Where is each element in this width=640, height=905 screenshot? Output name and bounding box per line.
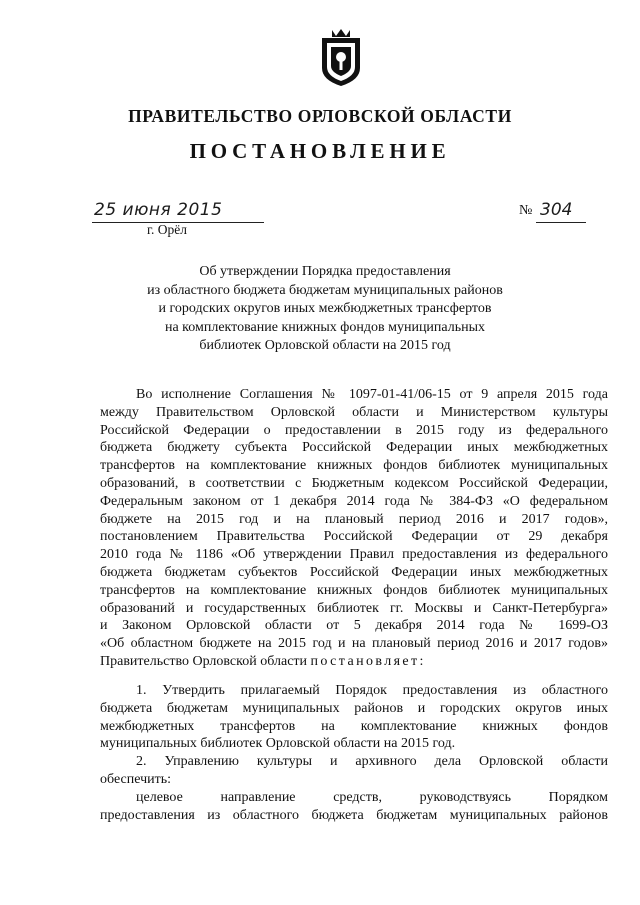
item2-line: обеспечить: [100, 771, 171, 787]
body-line: образований и государственных библиотек гг. Москвы и Санкт-Петербурга» [100, 600, 608, 616]
item1-line: бюджета бюджетам муниципальных районов и городских округов иных [100, 700, 608, 716]
preamble-paragraph [100, 386, 608, 671]
body-line: Во исполнение Соглашения № 1097-01-41/06-15 от 9 апреля 2015 года [136, 387, 608, 402]
item1-line: межбюджетных трансфертов на комплектование книжных фондов [100, 718, 608, 734]
item1-line: 1. Утвердить прилагаемый Порядок предоставления из областного [136, 683, 608, 698]
number-label: № [519, 203, 533, 218]
body-line: «Об областном бюджете на 2015 год и на плановый период 2016 и 2017 годов» [100, 636, 608, 652]
body-line: бюджета бюджетам субъектов Российской Федерации иных межбюджетных [100, 564, 608, 580]
government-name: Правительство Орловской области [100, 653, 308, 669]
item2-line: целевое направление средств, руководствуясь Порядком [136, 789, 608, 805]
government-title: ПРАВИТЕЛЬСТВО ОРЛОВСКОЙ ОБЛАСТИ [128, 106, 512, 126]
coat-of-arms-emblem [318, 28, 364, 88]
item1-line: муниципальных библиотек Орловской области на 2015 год. [100, 736, 456, 752]
decree-word: постановляет: [310, 653, 426, 669]
item2-line: 2. Управлению культуры и архивного дела Орловской области [136, 754, 608, 770]
body-line-final [100, 653, 608, 671]
body-line: бюджете на 2015 год и на плановый период 2016 и 2017 годов», [100, 511, 608, 527]
item2-line: предоставления из областного бюджета бюджетам муниципальных районов [100, 807, 608, 823]
subject-line: библиотек Орловской области на 2015 год [199, 338, 451, 353]
subject-line: на комплектование книжных фондов муниципальных [164, 319, 486, 335]
body-line: трансфертов на комплектование книжных фондов библиотек муниципальных [100, 458, 608, 474]
body-line: Российской Федерации о предоставлении в 2015 году из федерального [100, 422, 608, 438]
subject-line: Об утверждении Порядка предоставления [199, 264, 451, 279]
subject-line: из областного бюджета бюджетам муниципальных районов [147, 282, 503, 298]
body-line: постановлением Правительства Российской Федерации от 29 декабря [100, 529, 608, 545]
document-subject [100, 263, 550, 356]
city-label: г. Орёл [147, 222, 187, 237]
handwritten-date: 25 июня 2015 [94, 200, 223, 220]
body-line: 2010 года № 1186 «Об утверждении Правил предоставления из федерального [100, 547, 608, 563]
body-line: Федеральным законом от 1 декабря 2014 года № 384-ФЗ «О федеральном [100, 493, 608, 509]
document-type-title: ПОСТАНОВЛЕНИЕ [189, 139, 451, 163]
body-line: и Законом Орловской области от 5 декабря 2014 года № 1699-ОЗ [100, 618, 608, 634]
body-line: между Правительством Орловской области и Министерством культуры [100, 404, 608, 420]
body-line: образований, в соответствии с Бюджетным кодексом Российской Федерации, [100, 475, 608, 491]
number-underline [536, 222, 586, 223]
decree-items [100, 682, 608, 824]
body-line: трансфертов на комплектование книжных фондов библиотек муниципальных [100, 582, 608, 598]
subject-line: и городских округов иных межбюджетных трансфертов [158, 301, 492, 316]
handwritten-number: 304 [540, 200, 573, 220]
body-line: бюджета бюджету субъекта Российской Федерации иных межбюджетных [100, 440, 608, 456]
